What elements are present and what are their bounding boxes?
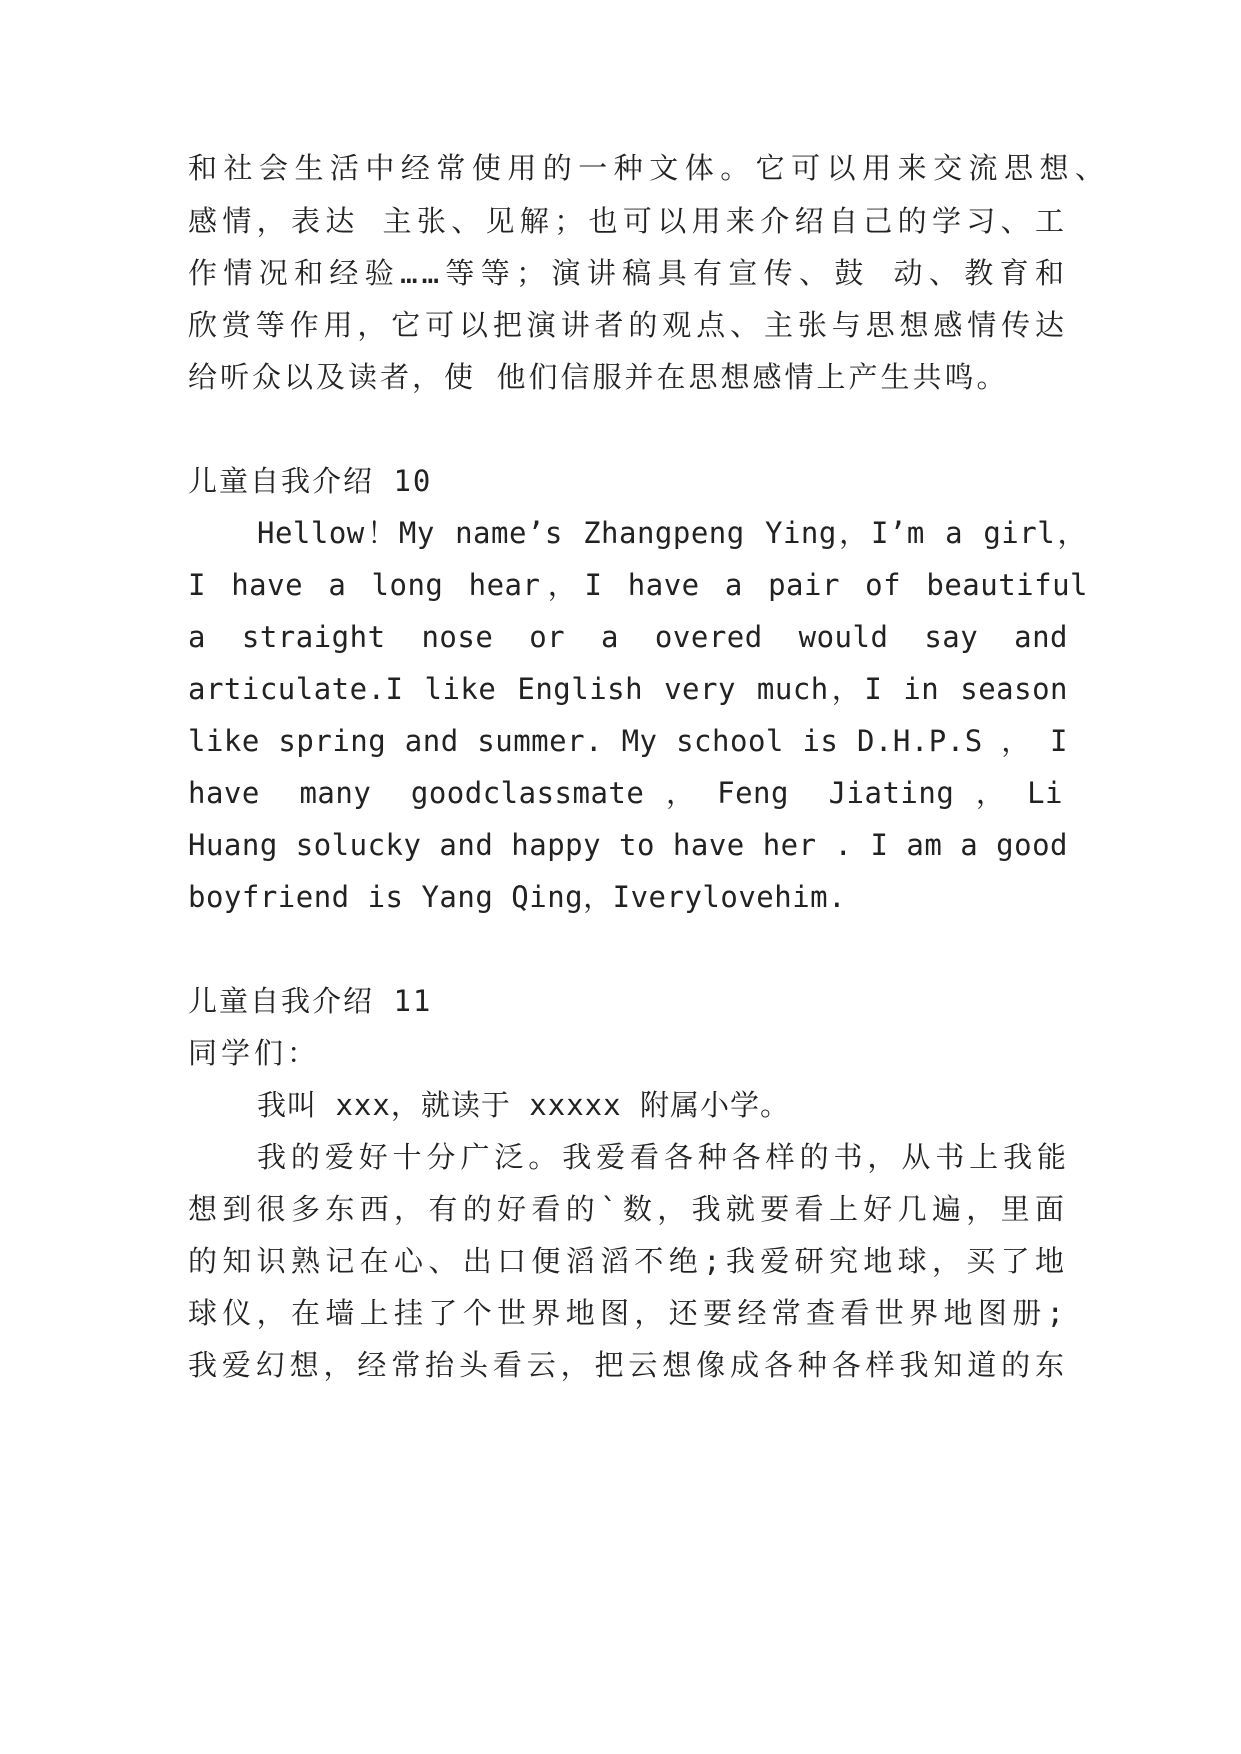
intro-line-1: 和社会生活中经常使用的一种文体。它可以用来交流思想、 — [188, 151, 1108, 185]
section-10-line-5: like spring and summer. My school is D.H.P.S ， I — [188, 724, 1068, 758]
section-10-line-3: a straight nose or a overed would say and — [188, 620, 1068, 654]
section-11-para-2-line-2: 想到很多东西，有的好看的`数，我就要看上好几遍，里面 — [188, 1192, 1068, 1226]
intro-line-2: 感情，表达 主张、见解；也可以用来介绍自己的学习、工 — [188, 204, 1068, 238]
section-10-line-1: Hellow！My name’s Zhangpeng Ying，I’m a girl， — [257, 516, 1087, 550]
section-10-line-2: I have a long hear，I have a pair of beautiful — [188, 568, 1088, 602]
section-11-salutation: 同学们： — [188, 1036, 321, 1070]
section-11-heading: 儿童自我介绍 11 — [188, 984, 433, 1018]
section-10-line-8: boyfriend is Yang Qing，Iverylovehim. — [188, 880, 847, 914]
intro-line-3: 作情况和经验……等等；演讲稿具有宣传、鼓 动、教育和 — [188, 256, 1068, 290]
intro-line-5: 给听众以及读者，使 他们信服并在思想感情上产生共鸣。 — [188, 360, 1009, 394]
section-11-para-2-line-3: 的知识熟记在心、出口便滔滔不绝;我爱研究地球，买了地 — [188, 1244, 1068, 1278]
section-10-line-7: Huang solucky and happy to have her . I am a good — [188, 828, 1068, 862]
intro-line-4: 欣赏等作用，它可以把演讲者的观点、主张与思想感情传达 — [188, 308, 1068, 342]
section-10-line-4: articulate.I like English very much，I in season — [188, 672, 1068, 706]
section-11-para-1: 我叫 xxx，就读于 xxxxx 附属小学。 — [257, 1088, 791, 1122]
section-10-line-6: have many goodclassmate，Feng Jiating，Li — [188, 776, 1063, 810]
section-10-heading: 儿童自我介绍 10 — [188, 464, 433, 498]
section-11-para-2-line-1: 我的爱好十分广泛。我爱看各种各样的书，从书上我能 — [257, 1140, 1070, 1174]
section-11-para-2-line-5: 我爱幻想，经常抬头看云，把云想像成各种各样我知道的东 — [188, 1348, 1068, 1382]
section-11-para-2-line-4: 球仪，在墙上挂了个世界地图，还要经常查看世界地图册; — [188, 1296, 1068, 1330]
